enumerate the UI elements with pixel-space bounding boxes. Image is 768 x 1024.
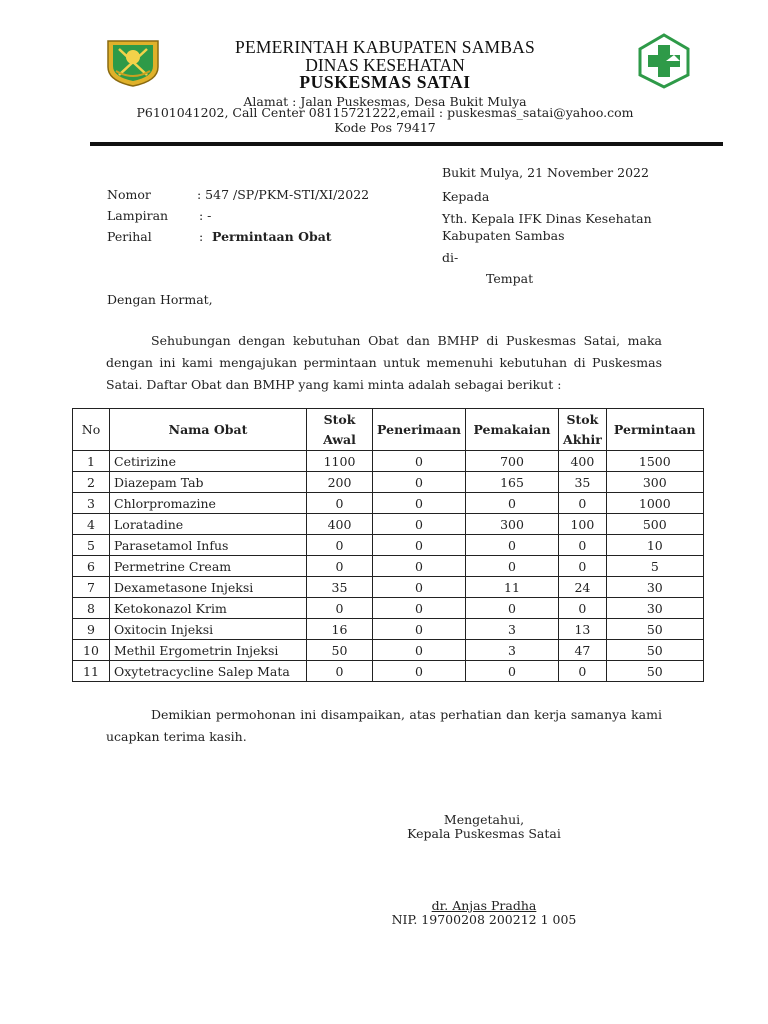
cell-pemakaian: 3 — [466, 640, 559, 661]
col-stok-akhir-line2: Akhir — [563, 431, 602, 447]
cell-stok-akhir: 100 — [559, 514, 607, 535]
cell-stok-awal: 200 — [307, 472, 373, 493]
table-row — [73, 577, 704, 598]
lampiran-label: Lampiran — [107, 208, 169, 223]
cell-no: 2 — [73, 472, 110, 493]
cell-penerimaan: 0 — [373, 514, 466, 535]
nomor-label: Nomor — [107, 187, 151, 202]
cell-penerimaan: 0 — [373, 493, 466, 514]
cell-stok-akhir: 400 — [559, 451, 607, 472]
cell-stok-akhir: 13 — [559, 619, 607, 640]
di-label: di- — [442, 250, 459, 265]
cell-permintaan: 30 — [606, 577, 703, 598]
cell-stok-akhir: 24 — [559, 577, 607, 598]
cell-stok-awal: 35 — [307, 577, 373, 598]
cell-stok-awal: 50 — [307, 640, 373, 661]
ttd-jabatan: Kepala Puskesmas Satai — [407, 826, 561, 841]
lampiran-value: : - — [199, 208, 212, 223]
cell-nama-obat: Cetirizine — [110, 451, 307, 472]
tempat-tanggal: Bukit Mulya, 21 November 2022 — [442, 165, 649, 180]
cell-permintaan: 50 — [606, 661, 703, 682]
cell-stok-awal: 1100 — [307, 451, 373, 472]
cell-pemakaian: 11 — [466, 577, 559, 598]
cell-stok-akhir: 0 — [559, 556, 607, 577]
cell-pemakaian: 0 — [466, 535, 559, 556]
cell-nama-obat: Oxytetracycline Salep Mata — [110, 661, 307, 682]
cell-stok-awal: 0 — [307, 535, 373, 556]
paragraf-penutup: Demikian permohonan ini disampaikan, atas perhatian dan kerja samanya kami ucapkan terima kasih. — [106, 707, 662, 744]
kop-alamat: Alamat : Jalan Puskesmas, Desa Bukit Mulya — [243, 94, 527, 109]
table-row — [73, 514, 704, 535]
cell-permintaan: 500 — [606, 514, 703, 535]
cell-permintaan: 10 — [606, 535, 703, 556]
cell-pemakaian: 0 — [466, 598, 559, 619]
table-row — [73, 640, 704, 661]
cell-penerimaan: 0 — [373, 556, 466, 577]
table-header-row — [73, 409, 704, 451]
tujuan-line1: Yth. Kepala IFK Dinas Kesehatan — [442, 211, 652, 226]
col-penerimaan: Penerimaan — [373, 409, 466, 451]
cell-nama-obat: Oxitocin Injeksi — [110, 619, 307, 640]
cell-stok-awal: 0 — [307, 556, 373, 577]
cell-no: 10 — [73, 640, 110, 661]
cell-no: 8 — [73, 598, 110, 619]
perihal-colon: : — [199, 229, 204, 244]
cell-penerimaan: 0 — [373, 472, 466, 493]
table-row — [73, 451, 704, 472]
cell-stok-awal: 0 — [307, 598, 373, 619]
cell-stok-akhir: 47 — [559, 640, 607, 661]
col-no: No — [73, 409, 110, 451]
cell-pemakaian: 300 — [466, 514, 559, 535]
cell-stok-akhir: 35 — [559, 472, 607, 493]
cell-nama-obat: Permetrine Cream — [110, 556, 307, 577]
table-row — [73, 619, 704, 640]
cell-no: 6 — [73, 556, 110, 577]
cell-no: 11 — [73, 661, 110, 682]
cell-stok-akhir: 0 — [559, 661, 607, 682]
cell-pemakaian: 3 — [466, 619, 559, 640]
kop-dinas: DINAS KESEHATAN — [305, 55, 465, 75]
kop-puskesmas: PUSKESMAS SATAI — [299, 72, 471, 92]
cell-nama-obat: Chlorpromazine — [110, 493, 307, 514]
cell-permintaan: 50 — [606, 619, 703, 640]
cell-pemakaian: 165 — [466, 472, 559, 493]
table-row — [73, 535, 704, 556]
col-pemakaian: Pemakaian — [466, 409, 559, 451]
col-stok-awal — [307, 409, 373, 451]
cell-nama-obat: Dexametasone Injeksi — [110, 577, 307, 598]
tempat-label: Tempat — [486, 271, 534, 286]
cell-nama-obat: Diazepam Tab — [110, 472, 307, 493]
salam-pembuka: Dengan Hormat, — [107, 292, 213, 307]
cell-penerimaan: 0 — [373, 661, 466, 682]
table-row — [73, 493, 704, 514]
cell-nama-obat: Loratadine — [110, 514, 307, 535]
cell-no: 5 — [73, 535, 110, 556]
cell-stok-awal: 0 — [307, 493, 373, 514]
tujuan-line2: Kabupaten Sambas — [442, 228, 565, 243]
col-stok-awal-line1: Stok — [323, 411, 356, 427]
cell-nama-obat: Parasetamol Infus — [110, 535, 307, 556]
puskesmas-cross-logo-icon — [636, 33, 692, 89]
cell-penerimaan: 0 — [373, 619, 466, 640]
table-row — [73, 661, 704, 682]
cell-stok-awal: 0 — [307, 661, 373, 682]
tabel-permintaan-obat — [72, 408, 704, 682]
kop-divider — [90, 142, 723, 146]
cell-penerimaan: 0 — [373, 451, 466, 472]
cell-no: 9 — [73, 619, 110, 640]
perihal-value: Permintaan Obat — [212, 229, 332, 244]
cell-no: 7 — [73, 577, 110, 598]
perihal-label: Perihal — [107, 229, 152, 244]
cell-no: 4 — [73, 514, 110, 535]
paragraf-pembuka: Sehubungan dengan kebutuhan Obat dan BMHP di Puskesmas Satai, maka dengan ini kami mengajukan permintaan untuk memenuhi kebutuhan di Puskesmas Satai. Daftar Obat dan BMHP yang kami minta adalah sebagai berikut : — [106, 333, 662, 392]
ttd-mengetahui: Mengetahui, — [443, 812, 525, 827]
kop-kontak: P6101041202, Call Center 08115721222,email : puskesmas_satai@yahoo.com — [136, 105, 634, 120]
cell-permintaan: 50 — [606, 640, 703, 661]
col-stok-awal-line2: Awal — [323, 431, 356, 447]
cell-nama-obat: Methil Ergometrin Injeksi — [110, 640, 307, 661]
kop-kodepos: Kode Pos 79417 — [334, 120, 436, 135]
cell-pemakaian: 0 — [466, 556, 559, 577]
col-permintaan: Permintaan — [606, 409, 703, 451]
cell-permintaan: 30 — [606, 598, 703, 619]
cell-pemakaian: 0 — [466, 661, 559, 682]
ttd-nip: NIP. 19700208 200212 1 005 — [391, 912, 577, 927]
cell-no: 1 — [73, 451, 110, 472]
cell-stok-akhir: 0 — [559, 598, 607, 619]
cell-penerimaan: 0 — [373, 535, 466, 556]
kepada-label: Kepada — [442, 189, 490, 204]
col-stok-akhir-line1: Stok — [566, 411, 599, 427]
col-nama-obat: Nama Obat — [110, 409, 307, 451]
cell-stok-akhir: 0 — [559, 493, 607, 514]
cell-penerimaan: 0 — [373, 640, 466, 661]
nomor-value: : 547 /SP/PKM-STI/XI/2022 — [197, 187, 370, 202]
col-stok-akhir — [559, 409, 607, 451]
cell-permintaan: 300 — [606, 472, 703, 493]
cell-pemakaian: 700 — [466, 451, 559, 472]
kop-pemerintah: PEMERINTAH KABUPATEN SAMBAS — [235, 37, 535, 57]
cell-stok-awal: 400 — [307, 514, 373, 535]
cell-permintaan: 1500 — [606, 451, 703, 472]
ttd-nama: dr. Anjas Pradha — [431, 898, 537, 913]
table-row — [73, 556, 704, 577]
cell-pemakaian: 0 — [466, 493, 559, 514]
cell-penerimaan: 0 — [373, 577, 466, 598]
cell-stok-akhir: 0 — [559, 535, 607, 556]
cell-no: 3 — [73, 493, 110, 514]
table-row — [73, 598, 704, 619]
cell-permintaan: 1000 — [606, 493, 703, 514]
cell-stok-awal: 16 — [307, 619, 373, 640]
cell-nama-obat: Ketokonazol Krim — [110, 598, 307, 619]
cell-permintaan: 5 — [606, 556, 703, 577]
cell-penerimaan: 0 — [373, 598, 466, 619]
table-row — [73, 472, 704, 493]
